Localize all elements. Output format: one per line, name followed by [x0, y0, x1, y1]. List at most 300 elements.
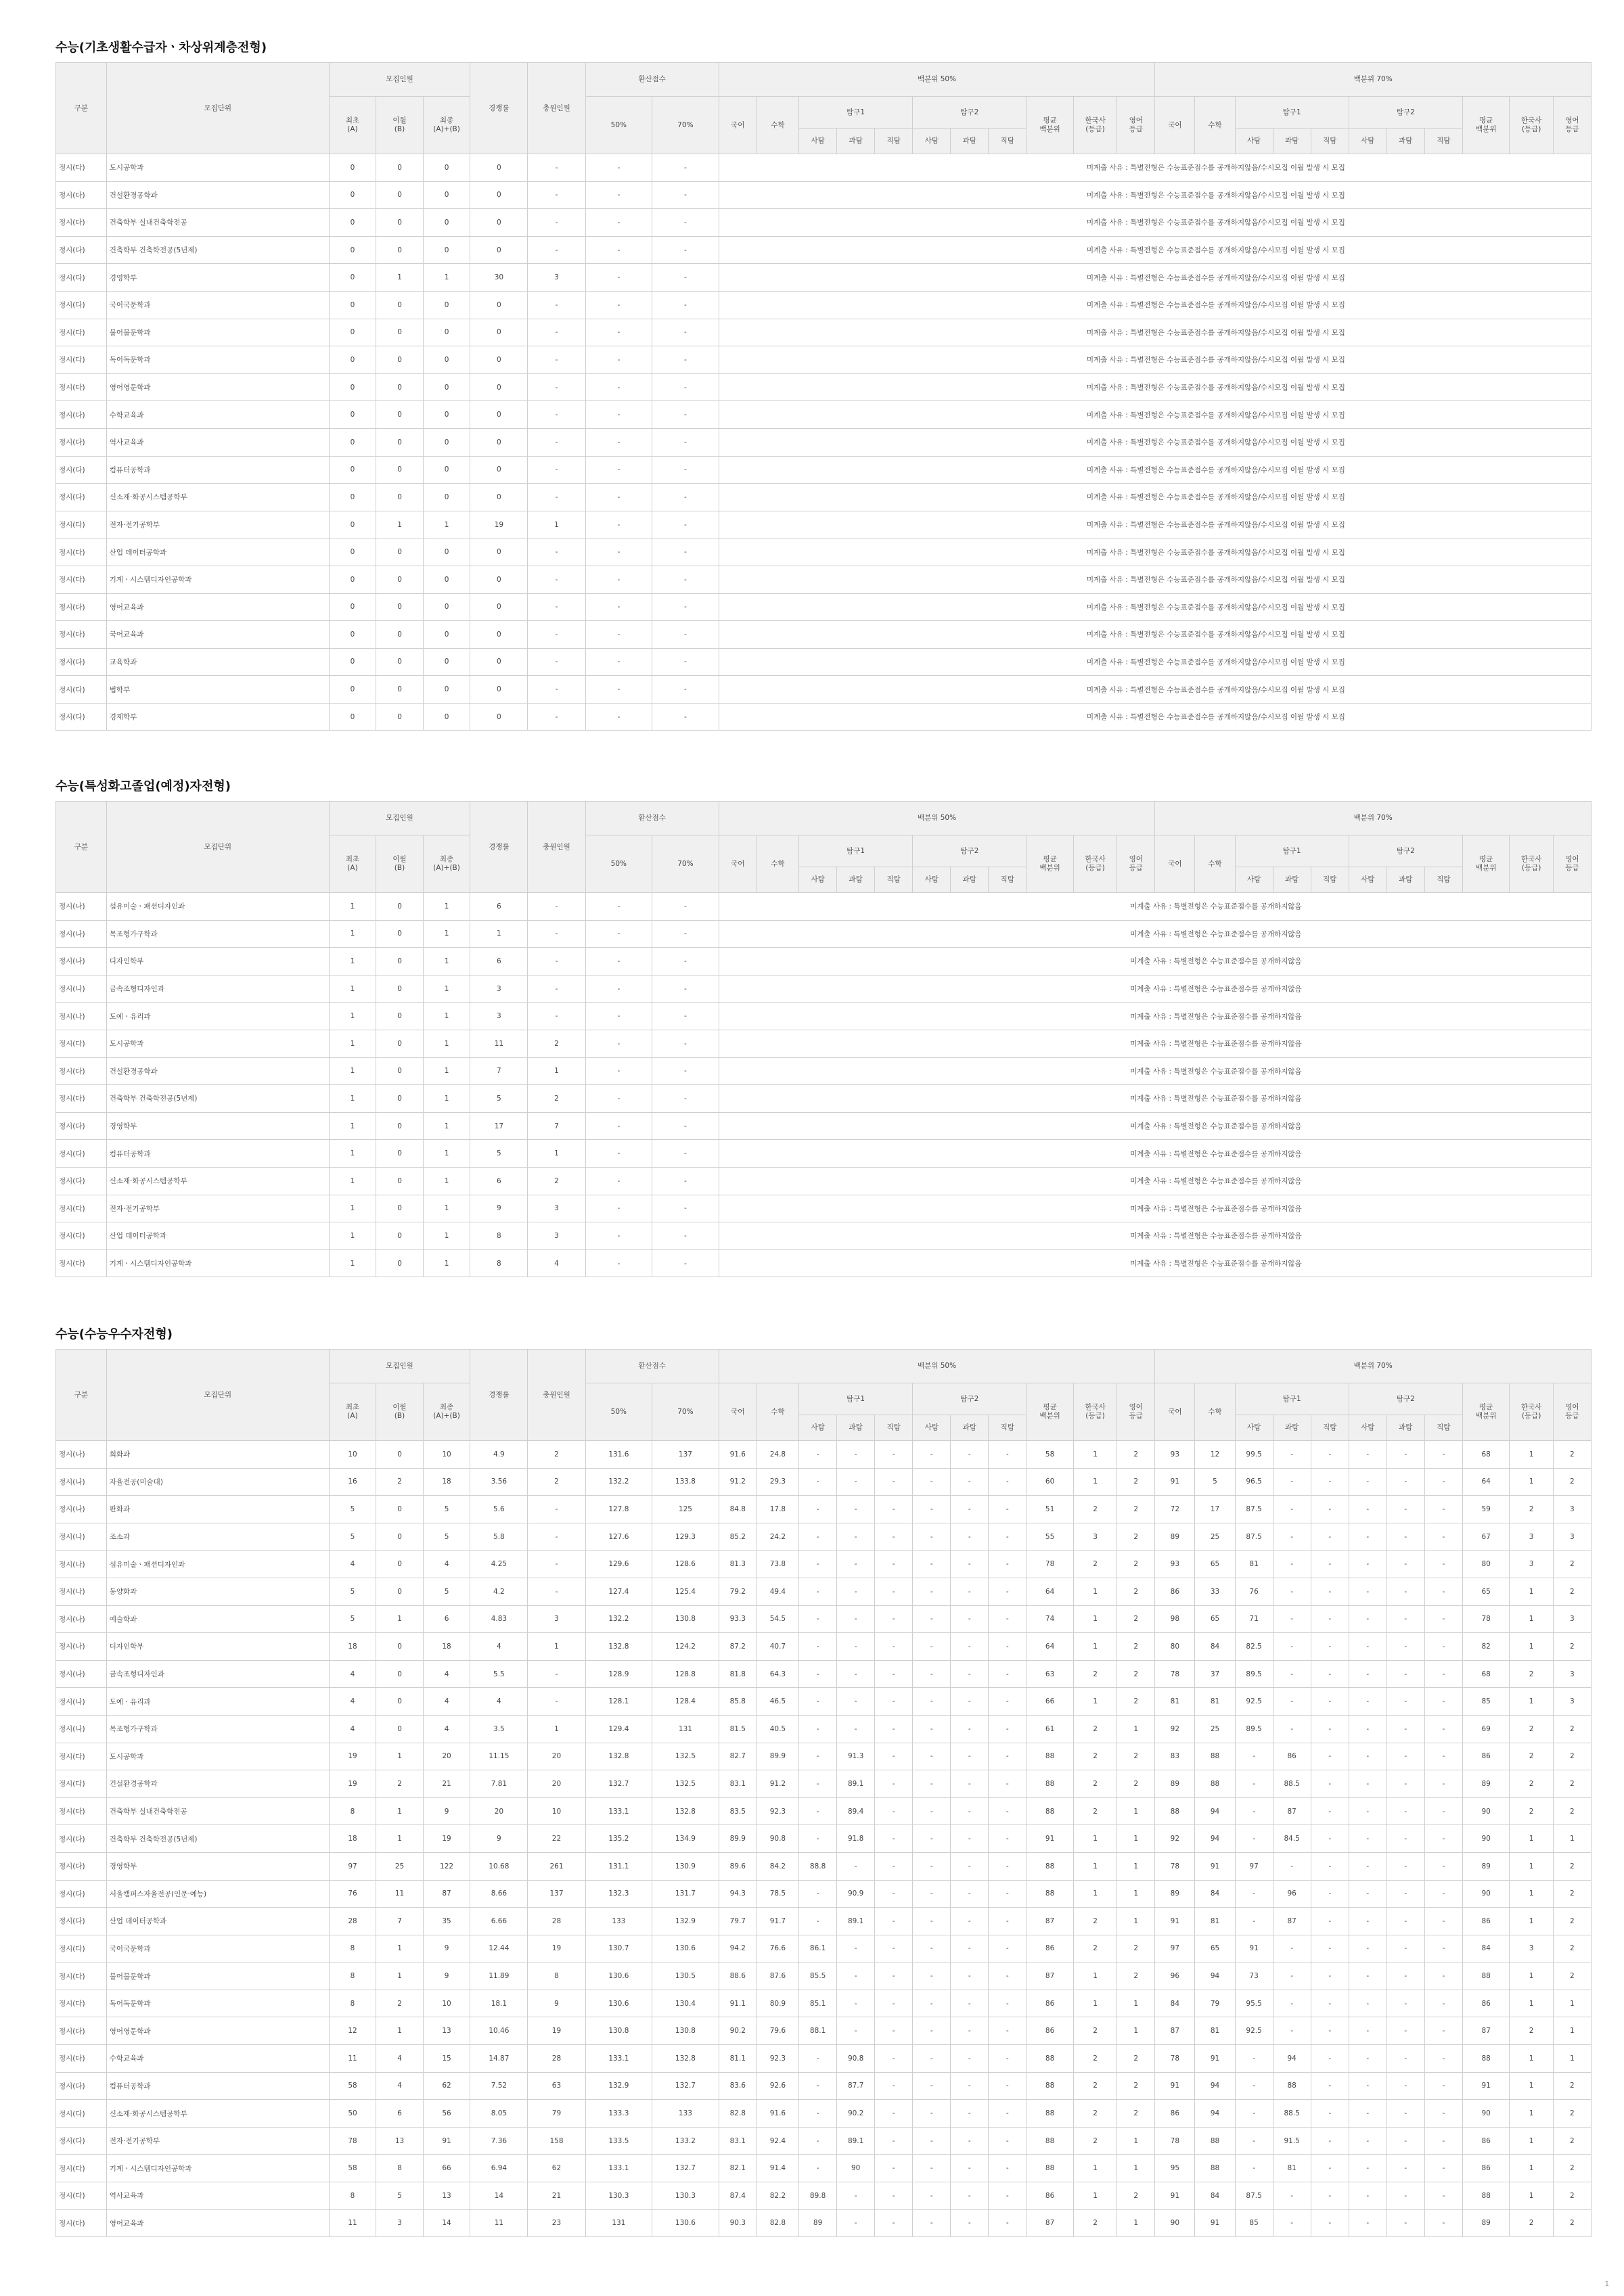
cell-value: - — [1311, 1935, 1349, 1962]
cell-value: 84.2 — [757, 1852, 798, 1880]
cell-value: 0 — [376, 1140, 424, 1168]
cell-value: - — [875, 1880, 913, 1908]
cell-value: 17.8 — [757, 1496, 798, 1523]
cell-value: 73 — [1235, 1962, 1273, 1990]
cell-value: 1 — [329, 1195, 376, 1222]
table-row — [56, 346, 1592, 374]
cell-value: 2 — [1073, 2100, 1116, 2128]
cell-value: - — [1386, 1523, 1424, 1551]
cell-unit: 금속조형디자인과 — [106, 1660, 329, 1688]
cell-gubun: 정시(다) — [56, 2045, 107, 2073]
cell-value: 2 — [1117, 1605, 1155, 1633]
cell-value: 94 — [1195, 2072, 1235, 2100]
cell-value: 0 — [376, 1112, 424, 1140]
cell-value: 88 — [1027, 2045, 1074, 2073]
cell-value: 82.8 — [719, 2100, 757, 2128]
cell-value: 7 — [376, 1908, 424, 1935]
cell-value: 87 — [1462, 2017, 1510, 2045]
cell-value: 18 — [329, 1633, 376, 1661]
cell-unit: 법학부 — [106, 676, 329, 704]
cell-note: 미계출 사유 : 특별전형은 수능표준점수를 공개하지않음/수시모집 이월 발생 시 모집 — [719, 401, 1591, 429]
cell-value: 0 — [376, 648, 424, 676]
cell-value: 2 — [1553, 2100, 1591, 2128]
cell-value: 94 — [1195, 1962, 1235, 1990]
cell-unit: 컴퓨터공학과 — [106, 1140, 329, 1168]
cell-value: 1 — [1117, 2017, 1155, 2045]
header-math: 수학 — [757, 1383, 798, 1441]
cell-gubun: 정시(다) — [56, 1085, 107, 1113]
table-row — [56, 1852, 1592, 1880]
cell-value: 96.5 — [1235, 1468, 1273, 1496]
header-soc: 사탐 — [913, 867, 951, 893]
cell-value: 4 — [423, 1688, 470, 1716]
cell-value: - — [585, 1112, 652, 1140]
table-row — [56, 511, 1592, 538]
cell-note: 미계출 사유 : 특별전형은 수능표준점수를 공개하지않음 — [719, 948, 1591, 975]
cell-value: 5 — [329, 1578, 376, 1605]
cell-value: 90.2 — [837, 2100, 875, 2128]
cell-value: 1 — [423, 920, 470, 948]
cell-value: - — [989, 1688, 1027, 1716]
cell-value: - — [1311, 1578, 1349, 1605]
header-voc: 직탐 — [875, 867, 913, 893]
cell-value: - — [799, 1797, 837, 1825]
cell-value: - — [951, 1797, 989, 1825]
header-p50: 50% — [585, 835, 652, 893]
cell-value: 2 — [1553, 1441, 1591, 1469]
cell-value: - — [913, 1990, 951, 2017]
cell-value: 133.1 — [585, 2155, 652, 2182]
cell-value: 76 — [1235, 1578, 1273, 1605]
cell-gubun: 정시(나) — [56, 1468, 107, 1496]
table-row — [56, 1140, 1592, 1168]
cell-value: 2 — [1553, 1468, 1591, 1496]
cell-value: - — [1424, 2182, 1462, 2210]
cell-value: - — [989, 1551, 1027, 1578]
cell-value: - — [989, 1578, 1027, 1605]
table-row — [56, 2100, 1592, 2128]
cell-value: 1 — [376, 1825, 424, 1853]
cell-value: 8 — [329, 2182, 376, 2210]
cell-value: - — [1311, 2100, 1349, 2128]
cell-value: 93.3 — [719, 1605, 757, 1633]
cell-value: - — [1349, 1770, 1386, 1798]
cell-value: - — [1349, 1825, 1386, 1853]
cell-value: 0 — [376, 1030, 424, 1057]
cell-value: 95 — [1155, 2155, 1195, 2182]
cell-gubun: 정시(다) — [56, 1249, 107, 1277]
cell-value: 79.7 — [719, 1908, 757, 1935]
cell-value: 91.6 — [757, 2100, 798, 2128]
cell-value: - — [1386, 2072, 1424, 2100]
cell-value: - — [1235, 1908, 1273, 1935]
table-row — [56, 1715, 1592, 1743]
cell-value: 0 — [376, 1085, 424, 1113]
cell-value: - — [1386, 1605, 1424, 1633]
table-row — [56, 2182, 1592, 2210]
cell-value: - — [1235, 1880, 1273, 1908]
cell-value: - — [875, 1990, 913, 2017]
cell-value: 8 — [528, 1962, 585, 1990]
cell-value: - — [585, 920, 652, 948]
cell-value: 133.1 — [585, 2045, 652, 2073]
cell-gubun: 정시(다) — [56, 1195, 107, 1222]
cell-value: 1 — [1510, 1605, 1553, 1633]
cell-value: - — [1311, 2072, 1349, 2100]
cell-value: - — [1424, 1935, 1462, 1962]
header-inq1: 탐구1 — [1235, 1383, 1349, 1415]
cell-value: 83 — [1155, 1743, 1195, 1770]
cell-value: 1 — [1117, 1715, 1155, 1743]
cell-value: 94 — [1273, 2045, 1311, 2073]
cell-note: 미계출 사유 : 특별전형은 수능표준점수를 공개하지않음/수시모집 이월 발생 시 모집 — [719, 209, 1591, 237]
cell-value: 2 — [1117, 2072, 1155, 2100]
cell-value: 0 — [470, 346, 528, 374]
cell-gubun: 정시(나) — [56, 1633, 107, 1661]
cell-value: - — [528, 181, 585, 209]
cell-value: 92.5 — [1235, 1688, 1273, 1716]
header-soc: 사탐 — [1349, 867, 1386, 893]
cell-value: - — [1273, 1715, 1311, 1743]
cell-value: 10 — [528, 1797, 585, 1825]
cell-unit: 경영학부 — [106, 1112, 329, 1140]
cell-value: - — [799, 2127, 837, 2155]
cell-value: 86 — [1462, 2127, 1510, 2155]
cell-value: 6 — [376, 2100, 424, 2128]
cell-value: 58 — [1027, 1441, 1074, 1469]
cell-value: 132.2 — [585, 1468, 652, 1496]
cell-value: - — [1424, 1660, 1462, 1688]
cell-value: 4 — [470, 1688, 528, 1716]
cell-value: 82.7 — [719, 1743, 757, 1770]
table-row — [56, 1468, 1592, 1496]
cell-value: - — [652, 593, 719, 621]
table-header — [56, 802, 1592, 893]
cell-value: - — [1349, 2182, 1386, 2210]
cell-value: - — [799, 1551, 837, 1578]
cell-value: 7.36 — [470, 2127, 528, 2155]
cell-value: - — [1424, 2072, 1462, 2100]
header-math: 수학 — [757, 835, 798, 893]
cell-value: 1 — [1510, 1990, 1553, 2017]
cell-unit: 조소과 — [106, 1523, 329, 1551]
cell-value: 1 — [1510, 2045, 1553, 2073]
cell-value: 7.52 — [470, 2072, 528, 2100]
cell-value: 2 — [1553, 1633, 1591, 1661]
cell-value: 80.9 — [757, 1990, 798, 2017]
cell-unit: 도시공학과 — [106, 1743, 329, 1770]
cell-value: 1 — [1117, 2155, 1155, 2182]
cell-value: - — [1386, 1908, 1424, 1935]
header-recruit: 모집인원 — [329, 1350, 470, 1383]
cell-value: 89 — [1155, 1523, 1195, 1551]
cell-value: 19 — [423, 1825, 470, 1853]
cell-value: 84 — [1195, 1633, 1235, 1661]
cell-value: 17 — [1195, 1496, 1235, 1523]
admissions-table — [55, 1349, 1592, 2237]
header-hist: 한국사 (등급) — [1510, 1383, 1553, 1441]
cell-value: - — [1273, 1852, 1311, 1880]
cell-value: - — [528, 1578, 585, 1605]
header-eng: 영어 등급 — [1553, 1383, 1591, 1441]
cell-value: 4.83 — [470, 1605, 528, 1633]
cell-value: 0 — [423, 566, 470, 593]
cell-value: 2 — [376, 1990, 424, 2017]
cell-value: - — [1311, 1962, 1349, 1990]
cell-value: 92.3 — [757, 2045, 798, 2073]
cell-value: 79.2 — [719, 1578, 757, 1605]
cell-value: - — [875, 2017, 913, 2045]
cell-value: 86 — [1155, 2100, 1195, 2128]
cell-value: 99.5 — [1235, 1441, 1273, 1469]
cell-unit: 신소재·화공시스템공학부 — [106, 2100, 329, 2128]
header-converted: 환산점수 — [585, 802, 719, 835]
cell-unit: 불어불문학과 — [106, 1962, 329, 1990]
cell-value: 91.5 — [1273, 2127, 1311, 2155]
cell-value: - — [1311, 1523, 1349, 1551]
cell-value: 1 — [423, 1222, 470, 1250]
cell-value: 8 — [329, 1990, 376, 2017]
cell-value: 6 — [470, 893, 528, 921]
cell-gubun: 정시(나) — [56, 1605, 107, 1633]
header-pct70: 백분위 70% — [1155, 63, 1592, 97]
cell-value: 8 — [329, 1935, 376, 1962]
table-row — [56, 1496, 1592, 1523]
cell-value: - — [913, 1852, 951, 1880]
cell-value: 1 — [1510, 1633, 1553, 1661]
cell-value: 0 — [376, 703, 424, 731]
cell-value: - — [585, 648, 652, 676]
cell-value: - — [951, 1605, 989, 1633]
cell-value: 2 — [1553, 1743, 1591, 1770]
cell-unit: 건설환경공학과 — [106, 1057, 329, 1085]
cell-value: - — [989, 1880, 1027, 1908]
cell-note: 미계출 사유 : 특별전형은 수능표준점수를 공개하지않음/수시모집 이월 발생 시 모집 — [719, 484, 1591, 511]
header-kor: 국어 — [719, 97, 757, 154]
cell-value: 85 — [1462, 1688, 1510, 1716]
cell-value: 78 — [1155, 1852, 1195, 1880]
cell-value: 91 — [1027, 1825, 1074, 1853]
cell-value: 133.8 — [652, 1468, 719, 1496]
cell-value: - — [652, 373, 719, 401]
header-final: 최종 (A)+(B) — [423, 97, 470, 154]
cell-value: 6.66 — [470, 1908, 528, 1935]
cell-value: - — [652, 319, 719, 346]
cell-unit: 산업 데이터공학과 — [106, 538, 329, 566]
cell-value: - — [652, 1085, 719, 1113]
cell-value: 0 — [329, 319, 376, 346]
cell-value: 20 — [470, 1797, 528, 1825]
cell-value: - — [913, 1441, 951, 1469]
cell-value: - — [528, 566, 585, 593]
cell-value: 91.1 — [719, 1990, 757, 2017]
table-row — [56, 1551, 1592, 1578]
cell-value: 18.1 — [470, 1990, 528, 2017]
cell-value: 91 — [423, 2127, 470, 2155]
cell-value: - — [1311, 2127, 1349, 2155]
cell-value: 1 — [1073, 1880, 1116, 1908]
header-carry: 이월 (B) — [376, 97, 424, 154]
cell-value: 0 — [470, 319, 528, 346]
cell-value: 81 — [1195, 1688, 1235, 1716]
cell-value: - — [1424, 1715, 1462, 1743]
cell-value: 1 — [1553, 1825, 1591, 1853]
cell-gubun: 정시(나) — [56, 1003, 107, 1030]
cell-value: 0 — [423, 621, 470, 649]
cell-value: 14.87 — [470, 2045, 528, 2073]
cell-value: - — [1424, 2100, 1462, 2128]
cell-gubun: 정시(다) — [56, 2182, 107, 2210]
cell-value: 83.1 — [719, 1770, 757, 1798]
cell-note: 미계출 사유 : 특별전형은 수능표준점수를 공개하지않음 — [719, 1195, 1591, 1222]
cell-value: 25 — [1195, 1523, 1235, 1551]
cell-value: - — [799, 1688, 837, 1716]
cell-value: 0 — [423, 428, 470, 456]
cell-value: 0 — [376, 1660, 424, 1688]
cell-unit: 전자·전기공학부 — [106, 2127, 329, 2155]
cell-value: - — [585, 291, 652, 319]
cell-value: 87.7 — [837, 2072, 875, 2100]
cell-value: 2 — [1073, 1496, 1116, 1523]
cell-value: - — [1424, 1990, 1462, 2017]
cell-value: - — [913, 1523, 951, 1551]
header-converted: 환산점수 — [585, 1350, 719, 1383]
cell-value: 89.9 — [757, 1743, 798, 1770]
cell-value: 1 — [1510, 1908, 1553, 1935]
header-unit: 모집단위 — [106, 1350, 329, 1441]
cell-value: - — [913, 2017, 951, 2045]
cell-value: 0 — [376, 1688, 424, 1716]
cell-value: 87.6 — [757, 1962, 798, 1990]
cell-value: - — [1311, 1990, 1349, 2017]
table-row — [56, 1441, 1592, 1469]
cell-value: 1 — [1117, 2209, 1155, 2237]
cell-value: 89 — [1462, 1770, 1510, 1798]
cell-value: 131.1 — [585, 1852, 652, 1880]
cell-value: 33 — [1195, 1578, 1235, 1605]
cell-value: - — [585, 975, 652, 1003]
table-row — [56, 1249, 1592, 1277]
cell-note: 미계출 사유 : 특별전형은 수능표준점수를 공개하지않음 — [719, 1222, 1591, 1250]
cell-value: 87.5 — [1235, 2182, 1273, 2210]
cell-value: 4 — [528, 1249, 585, 1277]
cell-note: 미계출 사유 : 특별전형은 수능표준점수를 공개하지않음/수시모집 이월 발생 시 모집 — [719, 676, 1591, 704]
cell-value: 4 — [376, 2045, 424, 2073]
cell-gubun: 정시(다) — [56, 566, 107, 593]
cell-value: 76.6 — [757, 1935, 798, 1962]
cell-value: 85.8 — [719, 1688, 757, 1716]
header-voc: 직탐 — [875, 129, 913, 154]
table-row — [56, 1688, 1592, 1716]
cell-value: 78 — [329, 2127, 376, 2155]
cell-value: 8.05 — [470, 2100, 528, 2128]
cell-value: 88.1 — [799, 2017, 837, 2045]
cell-gubun: 정시(다) — [56, 2209, 107, 2237]
cell-gubun: 정시(나) — [56, 1441, 107, 1469]
table-header — [56, 1350, 1592, 1441]
cell-value: 1 — [528, 1715, 585, 1743]
cell-value: 2 — [1117, 1935, 1155, 1962]
header-initial: 최초 (A) — [329, 97, 376, 154]
header-initial: 최초 (A) — [329, 835, 376, 893]
cell-value: 2 — [1510, 1770, 1553, 1798]
cell-value: - — [652, 676, 719, 704]
header-avg: 평균 백분위 — [1027, 835, 1074, 893]
cell-value: - — [1424, 1605, 1462, 1633]
cell-value: 1 — [423, 511, 470, 538]
cell-value: 132.9 — [585, 2072, 652, 2100]
cell-value: - — [875, 1743, 913, 1770]
cell-value: 16 — [329, 1468, 376, 1496]
cell-value: - — [1424, 2017, 1462, 2045]
cell-value: 90 — [837, 2155, 875, 2182]
cell-gubun: 정시(다) — [56, 264, 107, 292]
cell-value: - — [528, 676, 585, 704]
cell-value: - — [1349, 1633, 1386, 1661]
cell-value: 1 — [423, 1167, 470, 1195]
cell-value: - — [1386, 1715, 1424, 1743]
header-kor: 국어 — [719, 1383, 757, 1441]
section-3 — [41, 1326, 1583, 2237]
cell-value: - — [1424, 1880, 1462, 1908]
cell-value: - — [837, 1852, 875, 1880]
cell-unit: 역사교육과 — [106, 2182, 329, 2210]
cell-value: 60 — [1027, 1468, 1074, 1496]
cell-value: 86 — [1462, 2155, 1510, 2182]
cell-value: - — [585, 1085, 652, 1113]
cell-value: 4 — [423, 1660, 470, 1688]
table-row — [56, 920, 1592, 948]
cell-value: 11.89 — [470, 1962, 528, 1990]
cell-value: - — [951, 1908, 989, 1935]
cell-value: 65 — [1195, 1935, 1235, 1962]
cell-gubun: 정시(다) — [56, 2017, 107, 2045]
cell-value: - — [951, 1688, 989, 1716]
table-row — [56, 291, 1592, 319]
cell-value: 5 — [423, 1496, 470, 1523]
cell-value: - — [585, 1057, 652, 1085]
cell-value: 0 — [376, 593, 424, 621]
cell-value: - — [585, 893, 652, 921]
cell-unit: 영어교육과 — [106, 593, 329, 621]
cell-value: 78 — [1155, 1660, 1195, 1688]
cell-value: 3 — [1553, 1523, 1591, 1551]
cell-value: - — [652, 1249, 719, 1277]
header-competition: 경쟁률 — [470, 1350, 528, 1441]
cell-value: - — [875, 1962, 913, 1990]
cell-value: 132.7 — [652, 2155, 719, 2182]
cell-value: 2 — [1553, 1770, 1591, 1798]
cell-value: 0 — [423, 181, 470, 209]
cell-value: 125.4 — [652, 1578, 719, 1605]
table-row — [56, 1935, 1592, 1962]
cell-note: 미계출 사유 : 특별전형은 수능표준점수를 공개하지않음 — [719, 1003, 1591, 1030]
cell-value: - — [989, 2017, 1027, 2045]
header-voc: 직탐 — [1424, 129, 1462, 154]
cell-value: 135.2 — [585, 1825, 652, 1853]
cell-value: - — [652, 538, 719, 566]
cell-value: - — [1349, 2045, 1386, 2073]
cell-value: 40.5 — [757, 1715, 798, 1743]
cell-value: - — [1386, 1880, 1424, 1908]
cell-value: - — [1386, 1962, 1424, 1990]
cell-value: - — [951, 1935, 989, 1962]
cell-value: - — [652, 1140, 719, 1168]
header-math: 수학 — [1195, 97, 1235, 154]
cell-value: 0 — [329, 676, 376, 704]
cell-value: 0 — [423, 346, 470, 374]
cell-value: - — [1424, 1441, 1462, 1469]
